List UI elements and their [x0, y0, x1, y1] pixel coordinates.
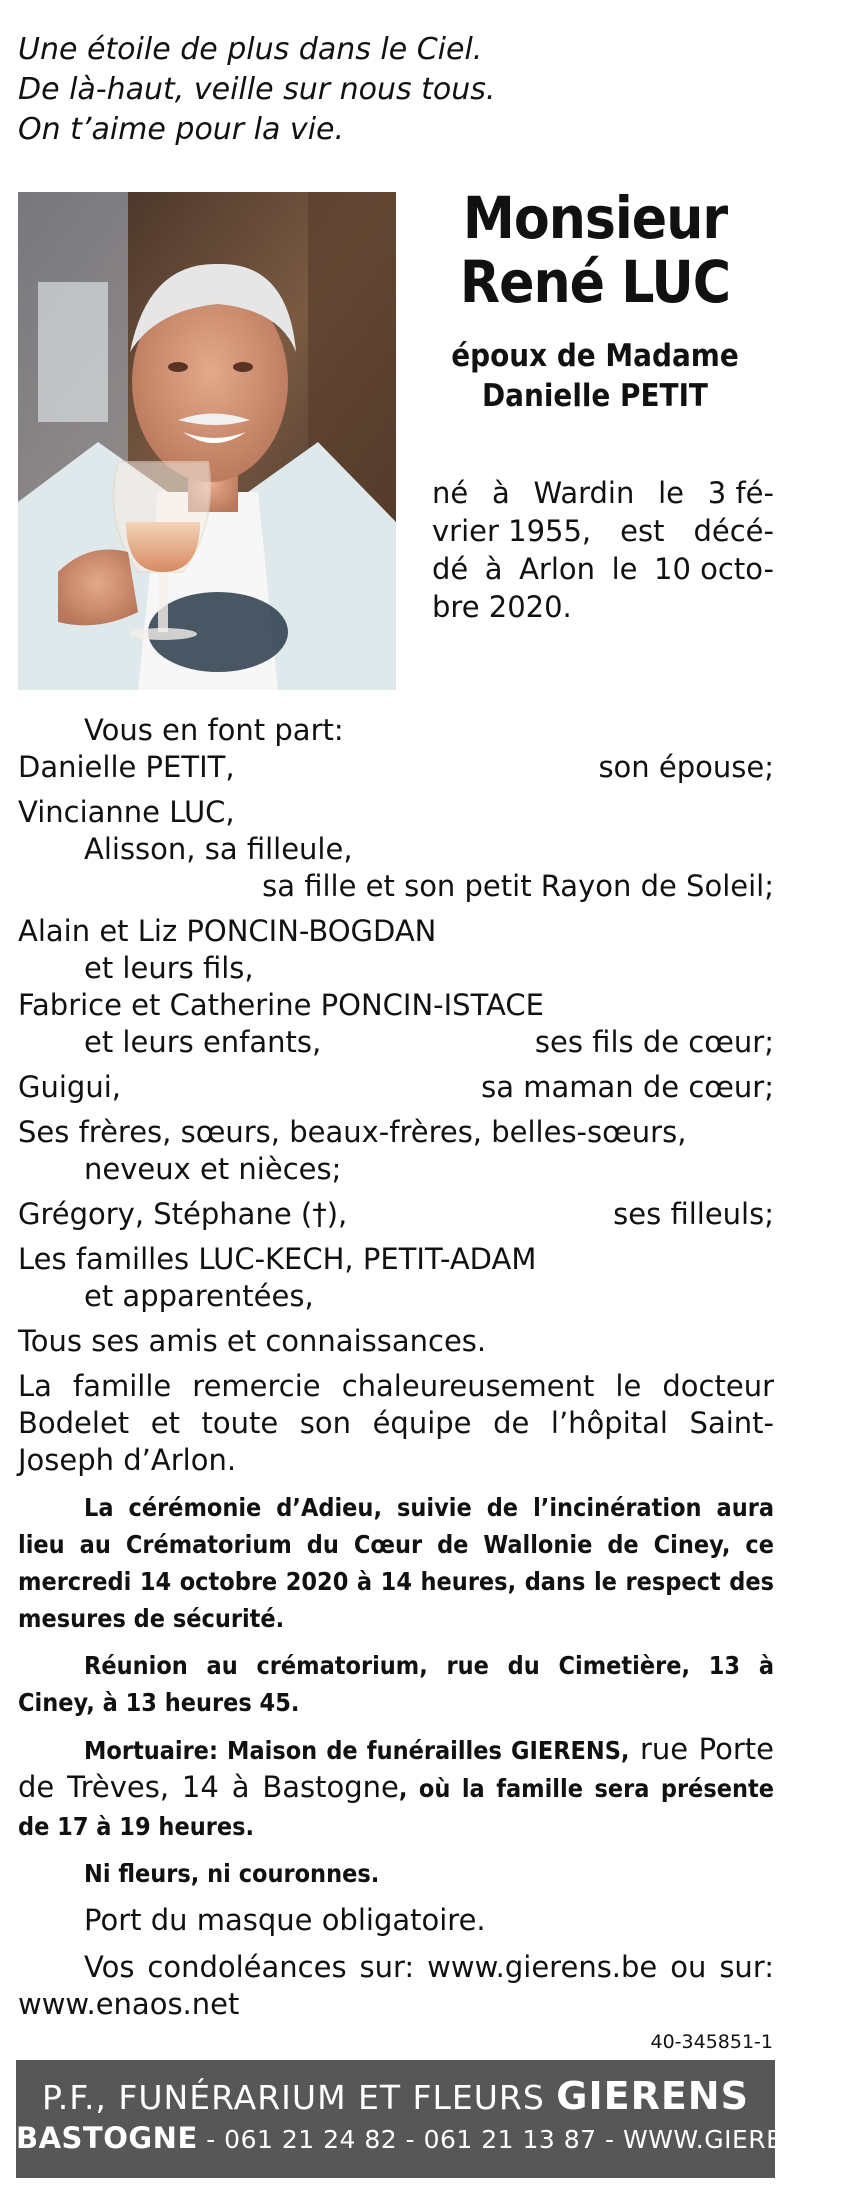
birth-word: né: [432, 476, 469, 510]
birth-word: bre 2020.: [432, 590, 572, 624]
family-line: Vincianne LUC,: [18, 795, 235, 829]
banner-town: BASTOGNE: [16, 2121, 198, 2155]
family-line: Ses frères, sœurs, beaux-frères, belles-sœurs,: [18, 1115, 687, 1149]
family-relation: ses filleuls;: [613, 1197, 774, 1231]
family-relation: sa maman de cœur;: [481, 1070, 774, 1104]
family-line: Alain et Liz PONCIN-BOGDAN: [18, 914, 437, 948]
family-relation: sa fille et son petit Rayon de Soleil;: [262, 869, 774, 903]
mask-notice: Port du masque obligatoire.: [84, 1903, 486, 1937]
family-line: [18, 1196, 774, 1233]
mortuary-paragraph: [18, 1731, 774, 1845]
birth-word: est: [620, 514, 665, 548]
birth-word: décé-: [693, 514, 774, 548]
family-line: Les familles LUC-KECH, PETIT-ADAM: [18, 1242, 537, 1276]
birth-death-info: [432, 474, 774, 626]
flowers-notice: Ni fleurs, ni couronnes.: [84, 1859, 380, 1888]
birth-word: Wardin: [533, 476, 635, 510]
birth-word: Arlon: [519, 552, 596, 586]
spouse-name: Danielle PETIT: [482, 378, 708, 414]
birth-word: vrier 1955,: [432, 514, 592, 548]
family-name: Guigui,: [18, 1070, 121, 1104]
birth-word: 3 fé-: [707, 476, 774, 510]
family-line: Fabrice et Catherine PONCIN-ISTACE: [18, 988, 544, 1022]
banner-contact: [16, 2120, 860, 2158]
epitaph: [18, 30, 738, 150]
announcement-body: [18, 712, 774, 2023]
spouse-info: [410, 336, 780, 416]
deceased-name: René LUC: [459, 248, 731, 316]
birth-word: 10 octo-: [654, 552, 774, 586]
family-name: et leurs enfants,: [84, 1025, 322, 1059]
family-relation: son épouse;: [598, 750, 774, 784]
thanks-paragraph: La famille remercie chaleureusement le docteur Bodelet et toute son équipe de l’hôpital Saint-Joseph d’Arlon.: [18, 1369, 774, 1477]
birth-word: le: [658, 476, 685, 510]
family-line: [18, 749, 774, 786]
birth-word: dé: [432, 552, 469, 586]
family-name: Danielle PETIT,: [18, 750, 235, 784]
birth-word: à: [491, 476, 510, 510]
epitaph-line: On t’aime pour la vie.: [18, 112, 345, 147]
spouse-line: époux de Madame: [451, 338, 739, 374]
mortuary-bold: Mortuaire: Maison de funérailles GIERENS,: [84, 1736, 630, 1765]
reunion-paragraph: Réunion au crématorium, rue du Cimetière, 13 à Ciney, à 13 heures 45.: [18, 1651, 774, 1717]
banner-title: [16, 2074, 775, 2120]
condolences-notice: Vos condoléances sur: www.gierens.be ou sur: www.enaos.net: [18, 1950, 774, 2021]
family-line: [18, 1024, 774, 1061]
family-line: [18, 1069, 774, 1106]
banner-prefix: P.F., FUNÉRARIUM ET FLEURS: [42, 2078, 545, 2117]
family-line: Alisson, sa filleule,: [84, 832, 353, 866]
family-line: et apparentées,: [84, 1279, 314, 1313]
banner-brand: GIERENS: [556, 2074, 749, 2118]
portrait-photo: [18, 192, 396, 690]
family-line: Tous ses amis et connaissances.: [18, 1324, 487, 1358]
civility: Monsieur: [462, 184, 728, 252]
reference-number: 40-345851-1: [650, 2031, 773, 2053]
family-relation: ses fils de cœur;: [534, 1025, 774, 1059]
ceremony-paragraph: La cérémonie d’Adieu, suivie de l’incinération aura lieu au Crématorium du Cœur de Wallonie de Ciney, ce mercredi 14 octobre 2020 à 14 heures, dans le respect des mesures de sécurité.: [18, 1493, 774, 1633]
epitaph-line: De là-haut, veille sur nous tous.: [18, 72, 496, 107]
family-name: Grégory, Stéphane (†),: [18, 1197, 348, 1231]
birth-word: à: [484, 552, 503, 586]
family-line: et leurs fils,: [84, 951, 254, 985]
intro-line: Vous en font part:: [84, 713, 344, 747]
funeral-home-banner: [16, 2060, 860, 2178]
birth-word: le: [611, 552, 638, 586]
banner-contact-details: - 061 21 24 82 - 061 21 13 87 - WWW.GIERENS.BE: [197, 2125, 860, 2154]
mortuary-address: rue Porte de Trèves, 14 à Bastogne: [18, 1732, 774, 1804]
deceased-name-block: [410, 186, 780, 416]
portrait-illustration: [18, 192, 396, 690]
mortuary-visiting: , où la famille sera présente de 17 à 19 heures.: [18, 1774, 774, 1841]
family-line: neveux et nièces;: [84, 1152, 342, 1186]
epitaph-line: Une étoile de plus dans le Ciel.: [18, 32, 483, 67]
